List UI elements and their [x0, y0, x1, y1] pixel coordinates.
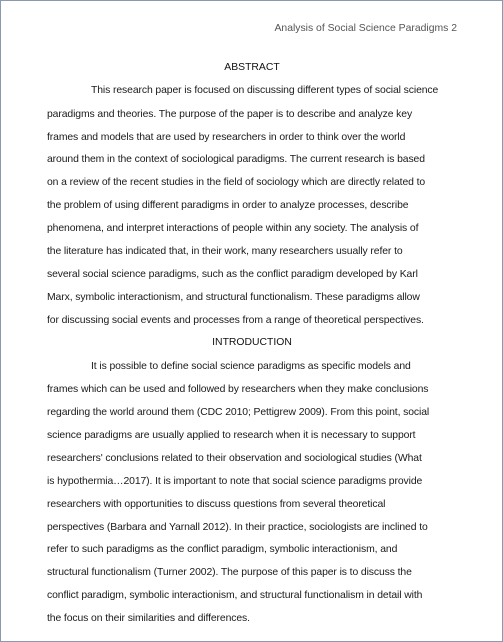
text-line: structural functionalism (Turner 2002). The purpose of this paper is to discuss the [47, 567, 412, 578]
text-line: This research paper is focused on discussing different types of social science [91, 85, 439, 96]
text-line: refer to such paradigms as the conflict paradigm, symbolic interactionism, and [47, 544, 398, 555]
running-head: Analysis of Social Science Paradigms 2 [274, 23, 457, 34]
document-page [47, 1, 457, 641]
text-line: the focus on their similarities and differences. [47, 613, 250, 624]
text-line: frames which can be used and followed by researchers when they make conclusions [47, 384, 429, 395]
text-line: science paradigms are usually applied to research when it is necessary to support [47, 430, 416, 441]
text-line: several social science paradigms, such as the conflict paradigm developed by Karl [47, 269, 418, 280]
text-line: It is possible to define social science paradigms as specific models and [91, 361, 411, 372]
text-line: is hypothermia…2017). It is important to note that social science paradigms provide [47, 476, 423, 487]
text-line: for discussing social events and processes from a range of theoretical perspectives. [47, 315, 424, 326]
text-line: regarding the world around them (CDC 2010; Pettigrew 2009). From this point, social [47, 407, 430, 418]
text-line: the literature has indicated that, in their work, many researchers usually refer to [47, 246, 403, 257]
abstract-heading: ABSTRACT [224, 62, 280, 73]
text-line: perspectives (Barbara and Yarnall 2012). In their practice, sociologists are inclined to [47, 522, 428, 533]
text-line: Marx, symbolic interactionism, and structural functionalism. These paradigms allow [47, 292, 420, 303]
text-line: on a review of the recent studies in the field of sociology which are directly related to [47, 177, 426, 188]
text-line: frames and models that are used by researchers in order to think over the world [47, 132, 406, 143]
text-line: conflict paradigm, symbolic interactionism, and structural functionalism in detail with [47, 590, 423, 601]
text-line: phenomena, and interpret interactions of people within any society. The analysis of [47, 223, 419, 234]
text-line: researchers with opportunities to discuss questions from several theoretical [47, 499, 386, 510]
text-line: researchers' conclusions related to their observation and sociological studies (What [47, 453, 422, 464]
text-line: around them in the context of sociological paradigms. The current research is based [47, 154, 425, 165]
text-line: the problem of using different paradigms in order to analyze processes, describe [47, 200, 409, 211]
text-line: paradigms and theories. The purpose of the paper is to describe and analyze key [47, 109, 413, 120]
introduction-heading: INTRODUCTION [212, 337, 292, 348]
